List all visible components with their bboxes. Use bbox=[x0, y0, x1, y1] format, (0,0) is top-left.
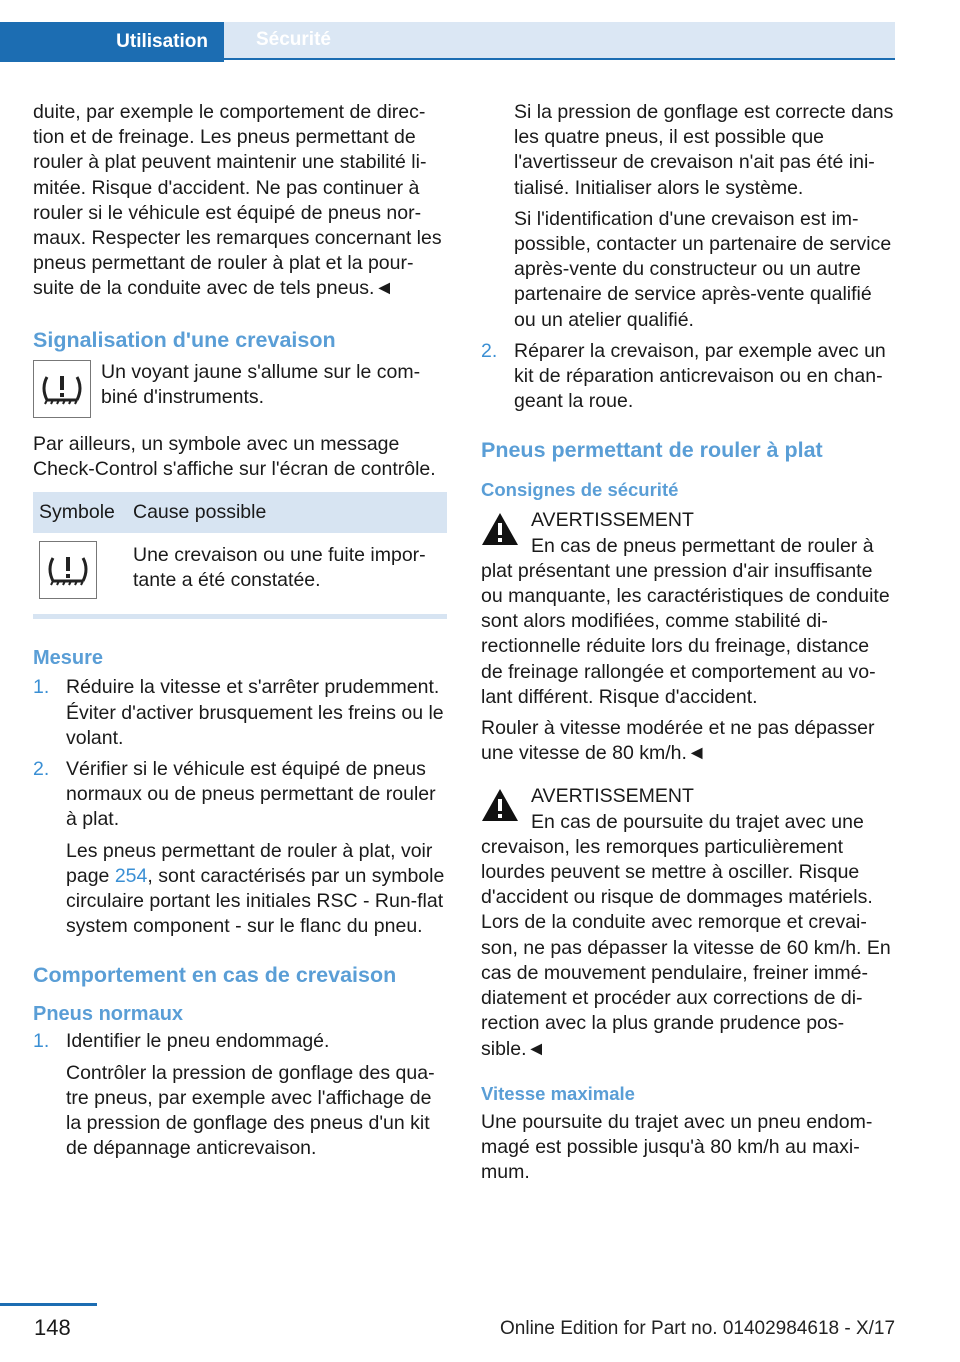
list-number: 1. bbox=[33, 1030, 50, 1053]
warning-block-2 bbox=[481, 784, 895, 1061]
header-tabs bbox=[0, 22, 895, 62]
heading-signalisation: Signalisation d'une crevaison bbox=[33, 327, 336, 352]
heading-pneus-normaux: Pneus normaux bbox=[33, 1003, 184, 1026]
continued-text-1: Si la pression de gonflage est correcte dans les quatre pneus, il est possible que l'avertisseur de crevaison n'ait pas été initialisé. Initialiser alors le système. bbox=[514, 101, 894, 199]
warning-block-1 bbox=[481, 508, 895, 766]
list-item-text: Identifier le pneu endommagé. bbox=[66, 1030, 330, 1053]
list-item bbox=[33, 1029, 447, 1161]
heading-vitesse: Vitesse maximale bbox=[481, 1082, 635, 1104]
symbol-table bbox=[33, 492, 447, 619]
edition-text: Online Edition for Part no. 01402984618 - X/17 bbox=[500, 1318, 896, 1339]
heading-consignes: Consignes de sécurité bbox=[481, 479, 679, 501]
list-item-continued bbox=[481, 100, 895, 333]
list-item bbox=[33, 757, 447, 939]
list-item bbox=[481, 339, 895, 415]
warning-triangle-icon bbox=[481, 788, 519, 822]
list-number: 2. bbox=[33, 758, 50, 781]
list-item-text: Vérifier si le véhicule est équipé de pneus normaux ou de pneus permettant de rouler à plat. bbox=[66, 758, 436, 831]
list-item-text: Réparer la crevaison, par exemple avec un kit de réparation anticrevaison ou en changeant la roue. bbox=[514, 339, 886, 413]
heading-mesure: Mesure bbox=[33, 647, 104, 670]
table-cell-cause: Une crevaison ou une fuite importante a été constatée. bbox=[127, 533, 447, 617]
runflat-note: Les pneus permettant de rouler à plat, voir page 254, sont caractérisés par un symbole circulaire portant les initiales RSC - Run-flat system component - sur le flanc du pneu. bbox=[66, 839, 445, 938]
list-number: 2. bbox=[481, 339, 498, 362]
par-ailleurs-paragraph: Par ailleurs, un symbole avec un message Check-Control s'affiche sur l'écran de contrôle. bbox=[33, 432, 436, 480]
tire-pressure-warning-icon bbox=[33, 360, 91, 418]
warning-triangle-icon bbox=[481, 512, 519, 546]
tab-securite[interactable]: Sécurité bbox=[224, 22, 895, 60]
tab-utilisation[interactable]: Utilisation bbox=[0, 22, 224, 62]
warning-title: AVERTISSEMENT bbox=[531, 509, 694, 532]
table-header-cause: Cause possible bbox=[127, 492, 447, 533]
list-number: 1. bbox=[33, 676, 50, 699]
normaux-note: Contrôler la pression de gonflage des quatre pneus, par exemple avec l'affichage de la pression de gonflage des pneus d'un kit de dépannage anticrevaison. bbox=[66, 1061, 435, 1160]
warning-text: En cas de poursuite du trajet avec une crevaison, les remorques particulièrement lourdes peuvent se mettre à osciller. Risque d'accident ou risque de dommages matériels. Lors de la conduite avec remorque et crevaison, ne pas dépasser la vitesse de 60 km/h. En cas de mouvement pendulaire, freiner immédiatement et procéder aux corrections de direction avec la plus grande prudence possible.◄ bbox=[481, 810, 891, 1060]
signal-block bbox=[33, 360, 447, 418]
warning-text-2: Rouler à vitesse modérée et ne pas dépasser une vitesse de 80 km/h.◄ bbox=[481, 717, 875, 765]
continued-text-2: Si l'identification d'une crevaison est impossible, contacter un partenaire de service après-vente du constructeur ou un autre partenaire de service après-vente qualifié ou un atelier qualifié. bbox=[514, 207, 892, 331]
table-header-symbole: Symbole bbox=[33, 492, 127, 533]
signal-text: Un voyant jaune s'allume sur le combiné d'instruments. bbox=[101, 360, 421, 408]
table-row bbox=[33, 533, 447, 617]
list-item-text: Réduire la vitesse et s'arrêter prudemment. Éviter d'activer brusquement les freins ou le volant. bbox=[66, 676, 444, 749]
warning-text: En cas de pneus permettant de rouler à plat présentant une pression d'air insuffisante ou manquante, les caractéristiques de conduite sont alors modifiées, comme stabilité directionnelle réduite lors du freinage, distance de freinage rallongée et comportement au volant différent. Risque d'accident. bbox=[481, 534, 890, 708]
heading-comportement: Comportement en cas de crevaison bbox=[33, 963, 397, 988]
page-number: 148 bbox=[34, 1315, 71, 1340]
list-item bbox=[33, 675, 447, 751]
warning-title: AVERTISSEMENT bbox=[531, 785, 694, 808]
page-link[interactable]: 254 bbox=[114, 864, 148, 887]
right-column bbox=[481, 100, 895, 1185]
footer-rule bbox=[0, 1303, 97, 1306]
intro-paragraph: duite, par exemple le comportement de direction et de freinage. Les pneus permettant de rouler à plat peuvent maintenir une stabilité limitée. Risque d'accident. Ne pas continuer à rouler si le véhicule est équipé de pneus normaux. Respecter les remarques concernant les pneus permettant de rouler à plat et la poursuite de la conduite avec de tels pneus.◄ bbox=[33, 101, 442, 300]
tire-pressure-warning-icon bbox=[39, 541, 97, 599]
left-column bbox=[33, 100, 447, 1161]
heading-runflat: Pneus permettant de rouler à plat bbox=[481, 438, 823, 463]
vitesse-text: Une poursuite du trajet avec un pneu endommagé est possible jusqu'à 80 km/h au maximum. bbox=[481, 1110, 873, 1184]
